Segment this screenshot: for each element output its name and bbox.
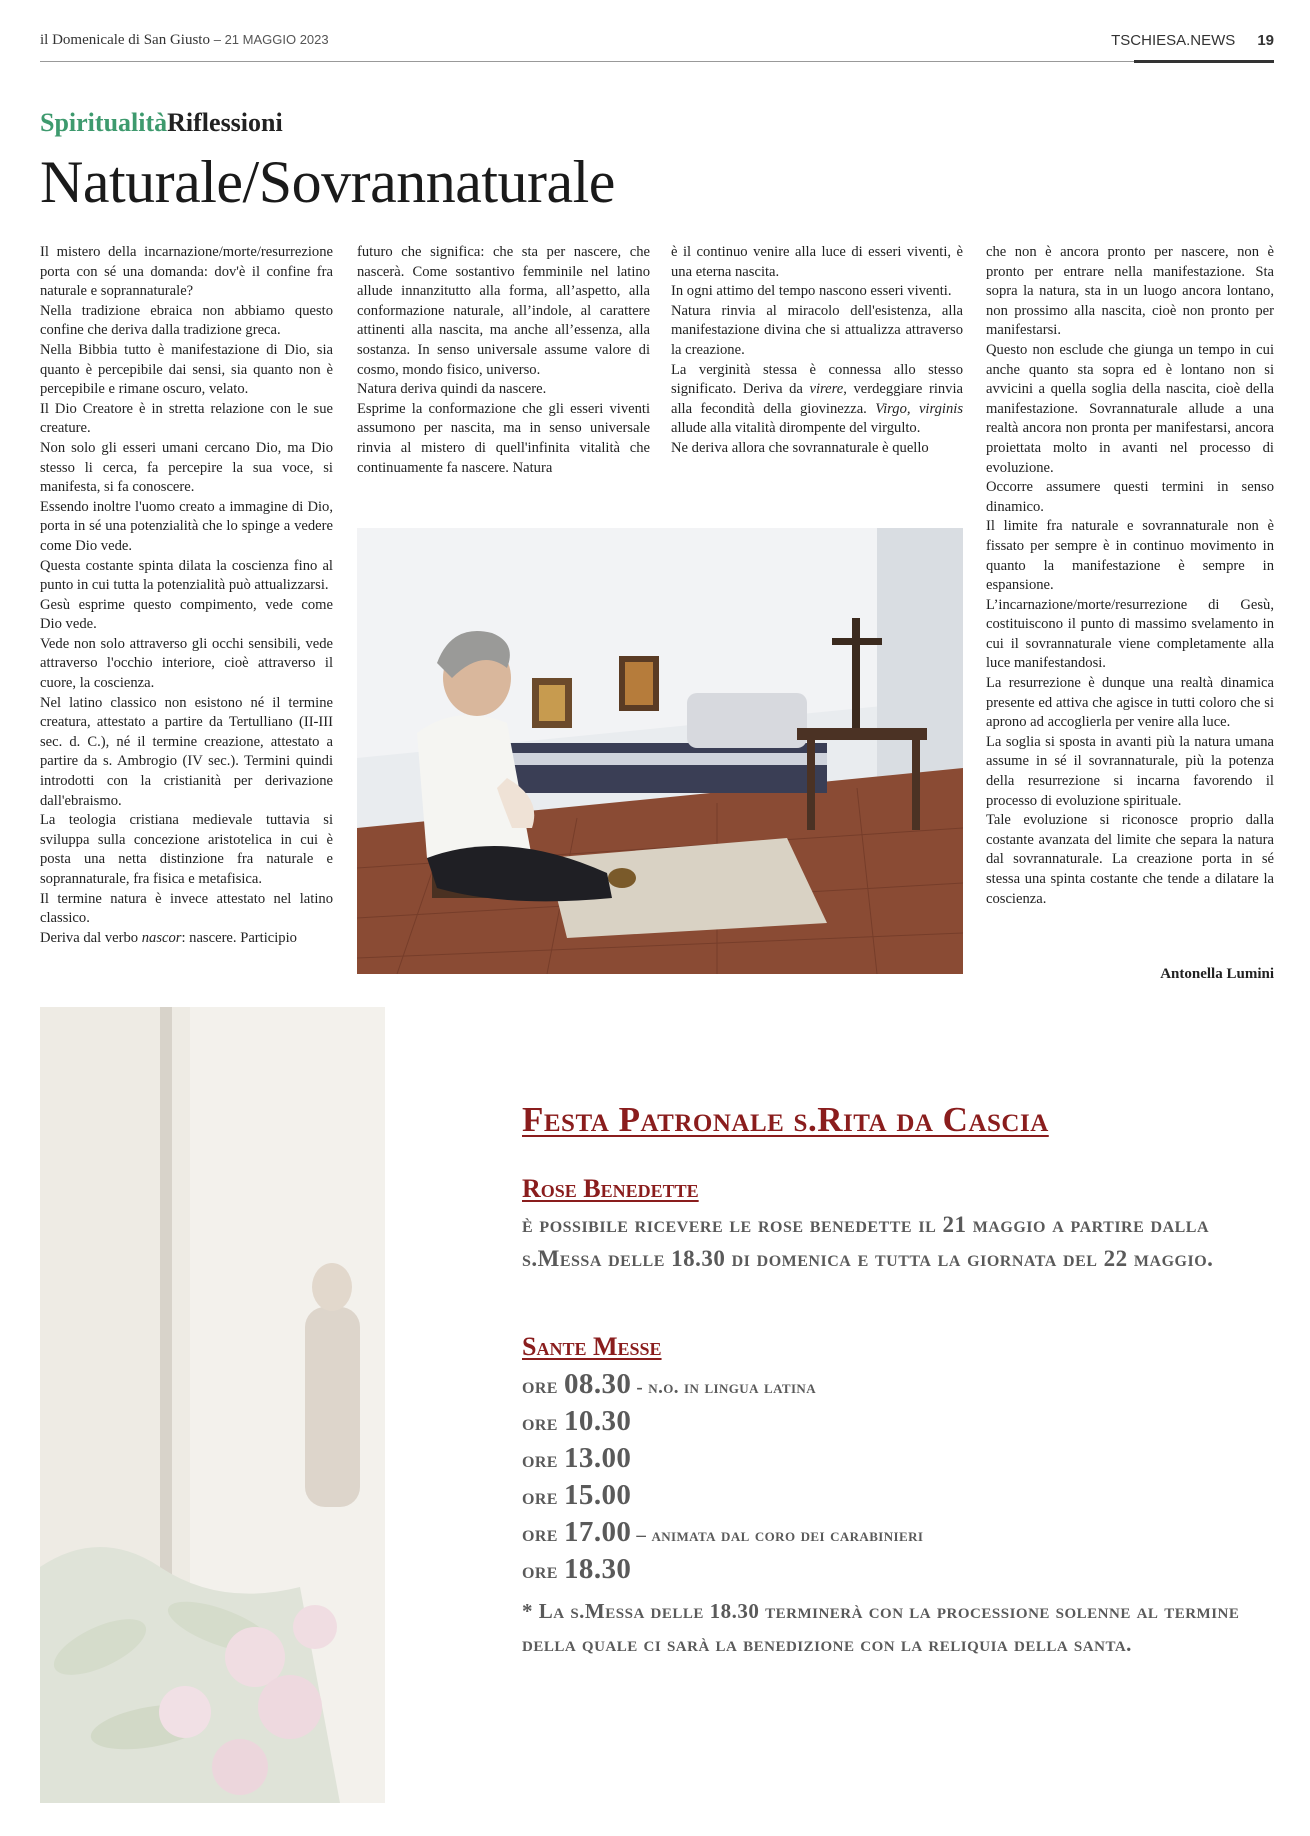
paragraph: Il termine natura è invece attestato nel latino classico. xyxy=(40,890,333,927)
article-photo xyxy=(357,528,963,974)
article-column-2 xyxy=(357,243,650,478)
mass-time: 18.30 xyxy=(564,1553,632,1585)
section-secondary: Riflessioni xyxy=(167,108,283,137)
paragraph: Il Dio Creatore è in stretta relazione con le sue creature. xyxy=(40,400,333,437)
mass-time-row xyxy=(522,1553,631,1586)
ore-label: ore xyxy=(522,1373,558,1398)
masse-heading: Sante Messe xyxy=(522,1332,662,1361)
text-run: La verginità stessa è connessa allo stesso significato. Deriva da xyxy=(671,361,963,398)
procession-note: * La s.Messa delle 18.30 terminerà con la processione solenne al termine della quale ci sarà la benedizione con la reliquia della santa. xyxy=(522,1599,1240,1656)
paragraph: Essendo inoltre l'uomo creato a immagine di Dio, porta in sé una potenzialità che lo spinge a vedere come Dio vede. xyxy=(40,498,333,554)
decorative-flowers-image xyxy=(40,1007,385,1803)
paragraph: Natura deriva quindi da nascere. xyxy=(357,381,547,398)
article-column-4 xyxy=(986,243,1274,909)
paragraph: Nella tradizione ebraica non abbiamo questo confine che deriva dalla tradizione greca. xyxy=(40,302,333,339)
article-author: Antonella Lumini xyxy=(1160,966,1274,982)
paragraph: Il limite fra naturale e sovrannaturale non è fissato per sempre è in continuo movimento in quanto la manifestazione è sempre in espansione. xyxy=(986,518,1274,594)
mass-time: 17.00 xyxy=(564,1516,632,1548)
italic-term: nascor xyxy=(141,929,182,946)
article-column-3 xyxy=(671,243,963,459)
flowers-illustration xyxy=(40,1007,385,1803)
header-divider xyxy=(40,61,1274,62)
mass-note: – animata dal coro dei carabinieri xyxy=(631,1525,924,1546)
header-site xyxy=(1111,32,1274,49)
paragraph: è il continuo venire alla luce di esseri viventi, è una eterna nascita. xyxy=(671,244,963,280)
italic-term: virere xyxy=(809,381,844,398)
mass-time: 08.30 xyxy=(564,1368,632,1400)
paragraph: La resurrezione è dunque una realtà dinamica presente ed attiva che agisce in tutti coloro che si aprono ad accoglierla per venire alla luce. xyxy=(986,675,1274,731)
paragraph: Questa costante spinta dilata la coscienza fino al punto in cui tutta la potenzialità può attualizzarsi. xyxy=(40,557,333,594)
paragraph: La teologia cristiana medievale tuttavia si sviluppa sulla concezione aristotelica in cui è posta una netta distinzione fra naturale e soprannaturale, fra fisica e metafisica. xyxy=(40,812,333,887)
mass-time: 13.00 xyxy=(564,1442,632,1474)
ore-label: ore xyxy=(522,1521,558,1546)
paragraph: In ogni attimo del tempo nascono esseri viventi. xyxy=(671,283,952,300)
meditation-photo-illustration xyxy=(357,528,963,974)
ore-label: ore xyxy=(522,1447,558,1472)
italic-term: Virgo, virginis xyxy=(875,400,964,417)
paragraph: La soglia si sposta in avanti più la natura umana assume in sé il sovrannaturale, più la potenza della resurrezione si incarna favorendo il processo di evoluzione spirituale. xyxy=(986,733,1274,809)
paragraph: Esprime la conformazione che gli esseri viventi assumono per nascita, ma in senso universale rinvia al mistero di quell'infinita vitalità che continuamente fa nascere. Natura xyxy=(357,400,650,476)
header-publication xyxy=(40,32,329,49)
section-label xyxy=(40,108,283,138)
rose-heading: Rose Benedette xyxy=(522,1174,699,1203)
mass-note: - n.o. in lingua latina xyxy=(631,1377,817,1398)
ore-label: ore xyxy=(522,1558,558,1583)
paragraph: Gesù esprime questo compimento, vede come Dio vede. xyxy=(40,596,333,633)
paragraph: Non solo gli esseri umani cercano Dio, ma Dio stesso li cerca, fa percepire la sua voce, si manifesta, si fa conoscere. xyxy=(40,439,333,496)
paragraph: che non è ancora pronto per nascere, non è pronto per entrare nella manifestazione. Sta sopra la natura, sta in un luogo ancora lontano, non prossimo alla nascita, cioè non pronto per manifestarsi. xyxy=(986,244,1274,339)
festa-title: Festa Patronale s.Rita da Cascia xyxy=(522,1100,1049,1139)
issue-date: – 21 MAGGIO 2023 xyxy=(213,32,329,47)
paragraph: L’incarnazione/morte/resurrezione di Gesù, costituiscono il punto di massimo svelamento in cui il sovrannaturale viene completamente alla luce manifestandosi. xyxy=(986,596,1274,672)
paragraph xyxy=(40,929,333,949)
paragraph: Nel latino classico non esistono né il termine creatura, attestato a partire da Tertulliano (II-III sec. d. C.), né il termine creazione, attestato a partire da s. Ambrogio (IV sec.). Termini quindi introdotti con la cristianità per derivazione dall'ebraismo. xyxy=(40,694,333,809)
mass-time-row xyxy=(522,1442,631,1475)
ore-label: ore xyxy=(522,1484,558,1509)
text-run: , verdeggiare rinvia alla fecondità della giovinezza. xyxy=(671,381,963,417)
mass-time: 15.00 xyxy=(564,1479,632,1511)
article-title: Naturale/Sovrannaturale xyxy=(40,149,615,215)
site-name[interactable]: TSCHIESA.NEWS xyxy=(1111,32,1236,49)
mass-time: 10.30 xyxy=(564,1405,632,1437)
publication-name: il Domenicale di San Giusto xyxy=(40,32,210,48)
mass-time-row xyxy=(522,1479,631,1512)
mass-time-row xyxy=(522,1405,631,1438)
page-number: 19 xyxy=(1257,32,1274,49)
rose-text: è possibile ricevere le rose benedette il 21 maggio a partire dalla s.Messa delle 18.30 di domenica e tutta la giornata del 22 maggio. xyxy=(522,1212,1214,1271)
text-run: Deriva dal verbo xyxy=(40,929,142,946)
paragraph: Natura rinvia al miracolo dell'esistenza, alla manifestazione divina che si attualizza attraverso la creazione. xyxy=(671,302,963,358)
mass-time-row xyxy=(522,1368,816,1401)
mass-time-row xyxy=(522,1516,923,1549)
paragraph: Tale evoluzione si riconosce proprio dalla costante avanzata del limite che separa la natura dal sovrannaturale. La creazione porta in sé stessa una spinta costante che tende a dilatare la coscienza. xyxy=(986,812,1274,907)
paragraph: Questo non esclude che giunga un tempo in cui anche quanto sta sopra ed è lontano non si avvicini a quella soglia della nascita, cioè della manifestazione. Sovrannaturale allude a una realtà ancora non pronta per manifestarsi, ancora proiettata molto in avanti nel processo di evoluzione. xyxy=(986,341,1274,476)
ore-label: ore xyxy=(522,1410,558,1435)
paragraph xyxy=(671,361,963,439)
paragraph: futuro che significa: che sta per nascere, che nascerà. Come sostantivo femminile nel latino allude innanzitutto alla forma, all’aspetto, alla conformazione naturale, all’indole, al carattere attinenti alla nascita, ma anche all’essenza, alla sostanza. In senso universale assume valore di cosmo, mondo fisico, universo. xyxy=(357,244,650,378)
section-primary: Spiritualità xyxy=(40,108,168,137)
article-column-1 xyxy=(40,243,333,948)
paragraph: Vede non solo attraverso gli occhi sensibili, vede attraverso l'occhio interiore, cioè attraverso il cuore, la coscienza. xyxy=(40,635,333,692)
text-run: allude alla vitalità dirompente del virgulto. xyxy=(671,420,921,437)
header-divider-accent xyxy=(1134,60,1274,63)
paragraph: Ne deriva allora che sovrannaturale è quello xyxy=(671,439,929,456)
paragraph: Il mistero della incarnazione/morte/resurrezione porta con sé una domanda: dov'è il confine fra naturale e soprannaturale? xyxy=(40,244,333,300)
text-run: : nascere. Participio xyxy=(181,929,297,946)
paragraph: Nella Bibbia tutto è manifestazione di Dio, sia quanto è percepibile dai sensi, sia quanto non è percepibile e rimane oscuro, velato. xyxy=(40,341,333,398)
paragraph: Occorre assumere questi termini in senso dinamico. xyxy=(986,479,1274,515)
